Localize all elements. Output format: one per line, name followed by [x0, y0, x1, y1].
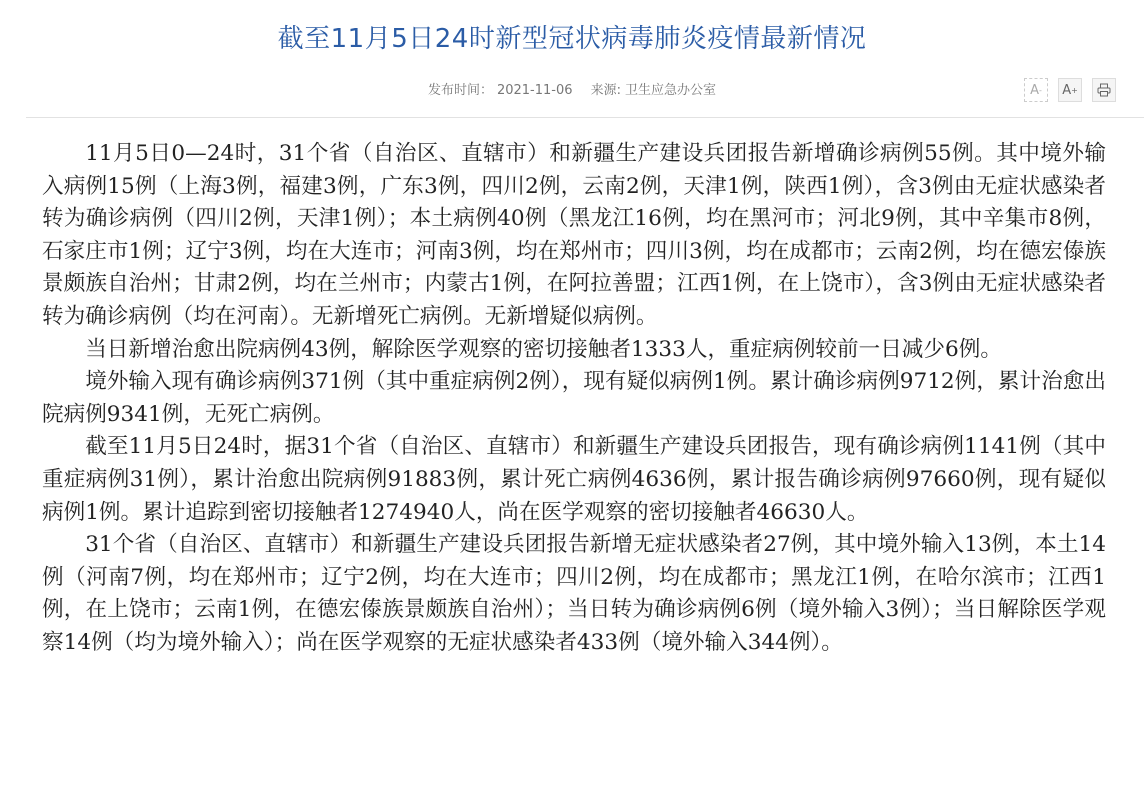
article-body [42, 138, 1106, 660]
font-larger-label: A [1062, 82, 1072, 98]
article-meta [0, 79, 1144, 98]
paragraph: 11月5日0—24时，31个省（自治区、直辖市）和新疆生产建设兵团报告新增确诊病例55例。其中境外输入病例15例（上海3例，福建3例，广东3例，四川2例，云南2例，天津1例，陕西1例），含3例由无症状感染者转为确诊病例（四川2例，天津1例）；本土病例40例（黑龙江16例，均在黑河市；河北9例，其中辛集市8例，石家庄市1例；辽宁3例，均在大连市；河南3例，均在郑州市；四川3例，均在成都市；云南2例，均在德宏傣族景颇族自治州；甘肃2例，均在兰州市；内蒙古1例，在阿拉善盟；江西1例，在上饶市），含3例由无症状感染者转为确诊病例（均在河南）。无新增死亡病例。无新增疑似病例。 [42, 141, 1106, 329]
publish-label: 发布时间： [427, 83, 493, 98]
paragraph: 截至11月5日24时，据31个省（自治区、直辖市）和新疆生产建设兵团报告，现有确诊病例1141例（其中重症病例31例），累计治愈出院病例91883例，累计死亡病例4636例，累计报告确诊病例97660例，现有疑似病例1例。累计追踪到密切接触者1274940人，尚在医学观察的密切接触者46630人。 [42, 434, 1106, 525]
paragraph: 境外输入现有确诊病例371例（其中重症病例2例），现有疑似病例1例。累计确诊病例9712例，累计治愈出院病例9341例，无死亡病例。 [42, 369, 1106, 427]
header-divider [26, 117, 1144, 118]
font-smaller-label: A [1030, 82, 1039, 98]
plus-sign: + [1071, 85, 1078, 95]
font-smaller-button[interactable] [1024, 78, 1048, 102]
source-value: 卫生应急办公室 [625, 83, 717, 98]
paragraph: 31个省（自治区、直辖市）和新疆生产建设兵团报告新增无症状感染者27例，其中境外输入13例，本土14例（河南7例，均在郑州市；辽宁2例，均在大连市；四川2例，均在成都市；黑龙江1例，在哈尔滨市；江西1例，在上饶市；云南1例，在德宏傣族景颇族自治州）；当日转为确诊病例6例（境外输入3例）；当日解除医学观察14例（均为境外输入）；尚在医学观察的无症状感染者433例（境外输入344例）。 [42, 532, 1106, 655]
publish-date: 2021-11-06 [496, 83, 573, 98]
print-button[interactable] [1092, 78, 1116, 102]
printer-icon [1097, 83, 1111, 97]
minus-sign: - [1039, 85, 1042, 95]
font-larger-button[interactable] [1058, 78, 1082, 102]
article-tools [1024, 78, 1116, 102]
page-title: 截至11月5日24时新型冠状病毒肺炎疫情最新情况 [277, 24, 867, 54]
paragraph: 当日新增治愈出院病例43例，解除医学观察的密切接触者1333人，重症病例较前一日减少6例。 [85, 336, 1002, 362]
source-label: 来源: [590, 83, 622, 98]
